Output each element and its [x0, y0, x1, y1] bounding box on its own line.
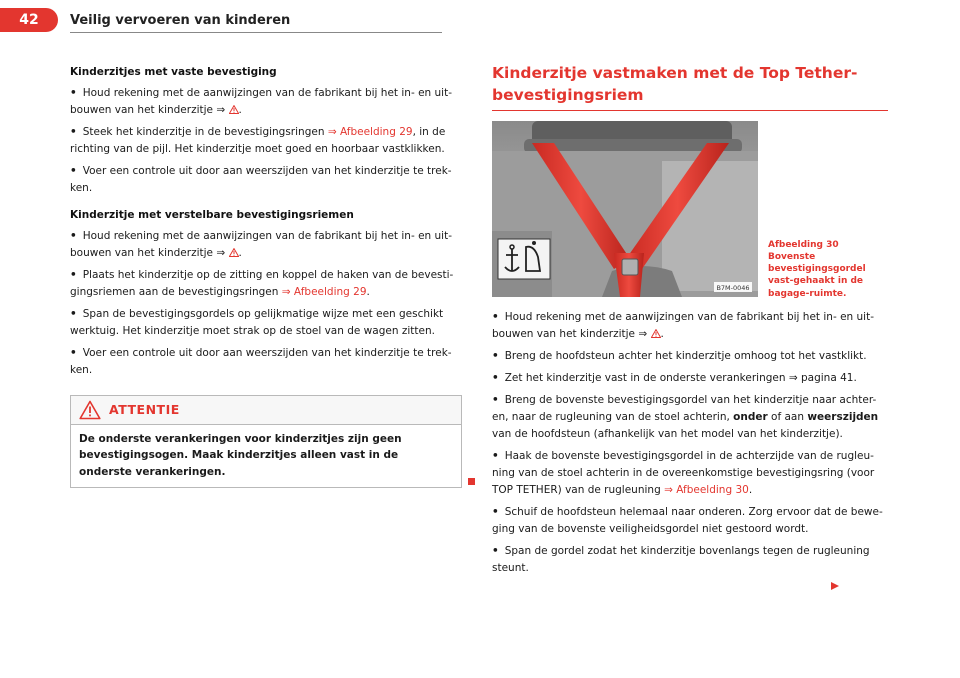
section-title: Kinderzitje vastmaken met de Top Tether-bevestigingsriem: [492, 64, 858, 104]
left-column: [70, 64, 460, 488]
list-item: • Span de gordel zodat het kinderzitje bovenlangs tegen de rugleuning steunt.: [492, 545, 870, 574]
chapter-title: Veilig vervoeren van kinderen: [70, 13, 291, 28]
warning-title: ATTENTIE: [109, 401, 180, 417]
warning-header: [71, 396, 461, 425]
page-header: [0, 0, 960, 40]
list-item: • Houd rekening met de aanwijzingen van de fabrikant bij het in- en uit-bouwen van het kinderzitje ⇒ .: [492, 311, 874, 340]
section-end-marker: [468, 478, 475, 485]
heading-fixed-mount: Kinderzitjes met vaste bevestiging: [70, 66, 277, 78]
title-divider: [492, 110, 888, 111]
list-item: • Span de bevestigingsgordels op gelijkmatige wijze met een geschikt werktuig. Het kinderzitje moet strak op de stoel van de wagen zitten.: [70, 308, 444, 337]
figure-link[interactable]: ⇒ Afbeelding 29: [327, 126, 413, 138]
warning-triangle-icon[interactable]: [229, 248, 239, 257]
list-item: • Steek het kinderzitje in de bevestigingsringen ⇒ Afbeelding 29, in de richting van de pijl. Het kinderzitje moet goed en hoorbaar vastklikken.: [70, 126, 446, 155]
warning-triangle-icon: [79, 400, 101, 420]
list-item: • Voer een controle uit door aan weerszijden van het kinderzitje te trek-ken.: [70, 347, 452, 376]
warning-box: [70, 395, 462, 488]
figure-caption: Afbeelding 30 Bovenste bevestigingsgordel vast-gehaakt in de bagage-ruimte.: [768, 240, 866, 299]
list-item: • Breng de hoofdsteun achter het kinderzitje omhoog tot het vastklikt.: [492, 350, 867, 362]
list-item: • Breng de bovenste bevestigingsgordel van het kinderzitje naar achter-en, naar de rugleuning van de stoel achterin, onder of aan weerszijden van de hoofdsteun (afhankelijk van het model van het kinderzitje).: [492, 394, 879, 440]
header-divider: [70, 32, 442, 33]
page-number: 42: [0, 8, 58, 32]
figure-block: [492, 121, 888, 297]
list-item: • Schuif de hoofdsteun helemaal naar onderen. Zorg ervoor dat de bewe-ging van de bovenste veiligheidsgordel niet gestoord wordt.: [492, 506, 883, 535]
figure-link[interactable]: ⇒ Afbeelding 29: [281, 286, 367, 298]
warning-triangle-icon[interactable]: [229, 105, 239, 114]
next-page-arrow-icon[interactable]: [830, 581, 840, 591]
list-item: • Plaats het kinderzitje op de zitting en koppel de haken van de bevesti-gingsriemen aan de bevestigingsringen ⇒ Afbeelding 29.: [70, 269, 454, 298]
right-column: [492, 62, 888, 582]
figure-link[interactable]: ⇒ Afbeelding 30: [664, 484, 749, 496]
list-item: • Haak de bovenste bevestigingsgordel in de achterzijde van de rugleu-ning van de stoel achterin in de overeenkomstige bevestigingsring (voor TOP TETHER) van de rugleuning ⇒ Afbeelding 30.: [492, 450, 875, 496]
list-item: • Houd rekening met de aanwijzingen van de fabrikant bij het in- en uit-bouwen van het kinderzitje ⇒ .: [70, 87, 452, 116]
figure-code: B7M-0046: [716, 284, 750, 292]
list-item: • Houd rekening met de aanwijzingen van de fabrikant bij het in- en uit-bouwen van het kinderzitje ⇒ .: [70, 230, 452, 259]
figure-top-tether-photo: [492, 121, 758, 297]
warning-triangle-icon[interactable]: [651, 329, 661, 338]
warning-text: De onderste verankeringen voor kinderzitjes zijn geen bevestigingsogen. Maak kinderzitjes alleen vast in de onderste verankeringen.: [79, 433, 402, 478]
heading-adjustable-straps: Kinderzitje met verstelbare bevestigingsriemen: [70, 209, 354, 221]
list-item: • Voer een controle uit door aan weerszijden van het kinderzitje te trek-ken.: [70, 165, 452, 194]
list-item: • Zet het kinderzitje vast in de onderste verankeringen ⇒ pagina 41.: [492, 372, 857, 384]
